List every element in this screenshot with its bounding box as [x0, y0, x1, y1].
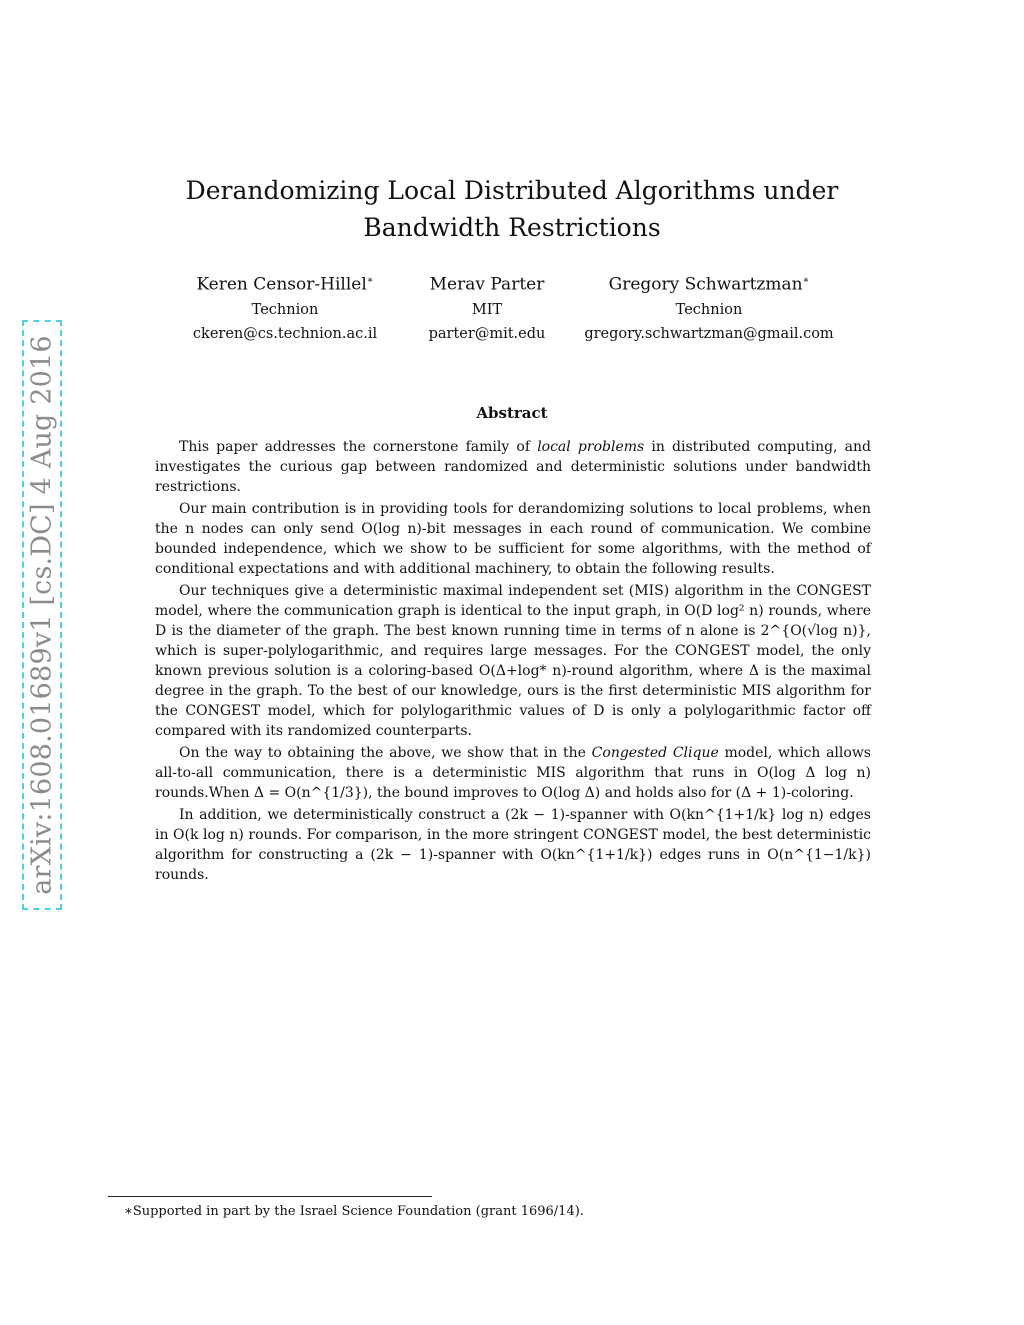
author-name: Merav Parter — [429, 274, 545, 295]
abstract-paragraph: This paper addresses the cornerstone family of local problems in distributed computing, and investigates the curious gap between randomized and deterministic solutions under bandwidth restrictions. — [155, 439, 871, 495]
title-line-2: Bandwidth Restrictions — [363, 213, 661, 242]
author-email: gregory.schwartzman@gmail.com — [584, 325, 834, 342]
author-block — [402, 268, 572, 346]
abstract-paragraph: Our main contribution is in providing tools for derandomizing solutions to local problems, when the n nodes can only send O(log n)-bit messages in each round of communication. We combine bounded independence, which we show to be sufficient for some algorithms, with the method of conditional expectations and with additional machinery, to obtain the following results. — [155, 501, 871, 577]
footnote-divider — [108, 1196, 432, 1197]
author-block — [568, 268, 850, 346]
abstract-heading: Abstract — [476, 404, 548, 422]
abstract-paragraph: Our techniques give a deterministic maximal independent set (MIS) algorithm in the CONGEST model, where the communication graph is identical to the input graph, in O(D log² n) rounds, where D is the diameter of the graph. The best known running time in terms of n alone is 2^{O(√log n)}, which is super-polylogarithmic, and requires large messages. For the CONGEST model, the only known previous solution is a coloring-based O(Δ+log* n)-round algorithm, where Δ is the maximal degree in the graph. To the best of our knowledge, ours is the first deterministic MIS algorithm for the CONGEST model, which for polylogarithmic values of D is only a polylogarithmic factor off compared with its randomized counterparts. — [155, 583, 871, 739]
author-affiliation: Technion — [251, 301, 319, 318]
abstract-paragraph: On the way to obtaining the above, we show that in the Congested Clique model, which allows all-to-all communication, there is a deterministic MIS algorithm that runs in O(log Δ log n) rounds.When Δ = O(n^{1/3}), the bound improves to O(log Δ) and holds also for (Δ + 1)-coloring. — [155, 745, 871, 801]
author-name: Gregory Schwartzman∗ — [608, 274, 810, 295]
abstract-body — [155, 437, 871, 885]
author-email: ckeren@cs.technion.ac.il — [192, 325, 378, 342]
author-name: Keren Censor-Hillel∗ — [196, 274, 374, 295]
footnote: ∗Supported in part by the Israel Science Foundation (grant 1696/14). — [124, 1204, 584, 1219]
title-line-1: Derandomizing Local Distributed Algorithms under — [185, 176, 839, 205]
author-affiliation: Technion — [675, 301, 743, 318]
arxiv-identifier: arXiv:1608.01689v1 [cs.DC] 4 Aug 2016 — [26, 335, 58, 895]
author-email: parter@mit.edu — [428, 325, 546, 342]
author-block — [170, 268, 400, 346]
paper-title — [160, 172, 864, 246]
abstract-paragraph: In addition, we deterministically construct a (2k − 1)-spanner with O(kn^{1+1/k} log n) edges in O(k log n) rounds. For comparison, in the more stringent CONGEST model, the best deterministic algorithm for constructing a (2k − 1)-spanner with O(kn^{1+1/k}) edges runs in O(n^{1−1/k}) rounds. — [155, 807, 871, 883]
author-affiliation: MIT — [471, 301, 503, 318]
